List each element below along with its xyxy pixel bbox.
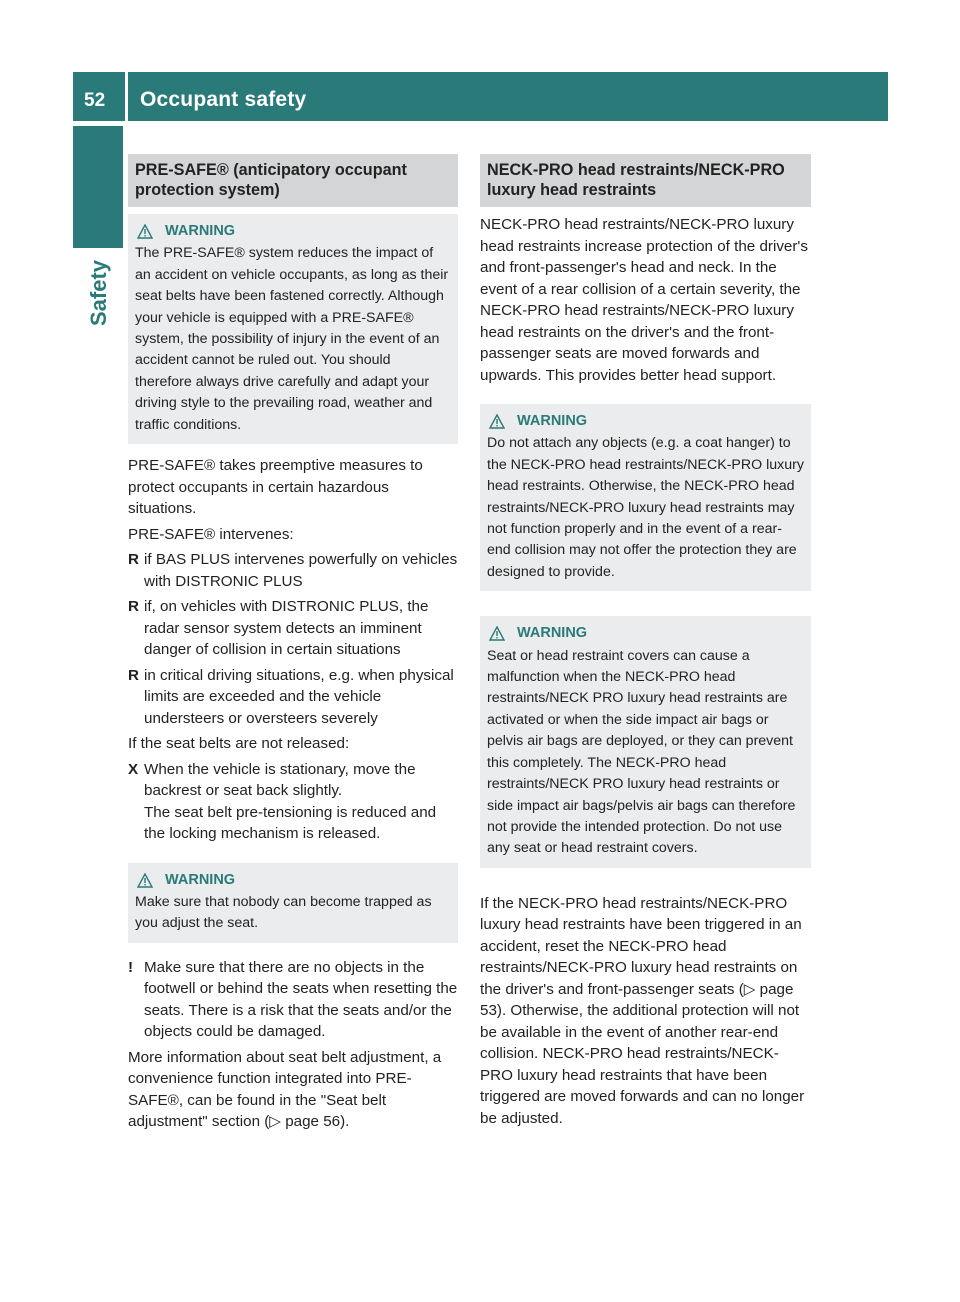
warning-label: WARNING <box>517 625 588 642</box>
side-tab-label: Safety <box>86 259 111 326</box>
note-item <box>128 957 458 1043</box>
warning-box-objects <box>480 404 811 591</box>
warning-text: Seat or head restraint covers can cause a malfunction when the NECK-PRO head restraints/NECK PRO luxury head restraints are activated or when the side impact air bags or pelvis air bags are deployed, or they can prevent this completely. The NECK-PRO head restraints/NECK PRO luxury head restraints or side impact air bags/pelvis air bags can therefore not provide the intended protection. Do not use any seat or head restraint covers. <box>487 647 796 857</box>
paragraph: NECK-PRO head restraints/NECK-PRO luxury head restraints increase protection of the driver's and front-passenger's head and neck. In the event of a rear collision of a certain severity, the NECK-PRO head restraints/NECK-PRO luxury head restraints on the driver's and the front-passenger seats are moved forwards and upwards. This provides better head support. <box>480 216 808 384</box>
note-exclamation-icon: ! <box>128 958 134 976</box>
list-item <box>128 596 458 661</box>
list-item-text: if BAS PLUS intervenes powerfully on vehicles with DISTRONIC PLUS <box>144 551 458 590</box>
list-item <box>128 549 458 592</box>
warning-triangle-icon <box>489 626 505 641</box>
side-tab-block <box>73 126 123 248</box>
pre-safe-heading: PRE-SAFE® (anticipatory occupant protection system) <box>128 154 458 207</box>
warning-label: WARNING <box>165 871 236 888</box>
warning-label: WARNING <box>165 223 236 239</box>
bullet-mark: R <box>128 551 139 569</box>
step-content <box>144 759 458 845</box>
warning-header <box>135 870 451 891</box>
left-column <box>128 154 458 1137</box>
warning-label: WARNING <box>517 413 588 429</box>
warning-box-covers <box>480 616 811 867</box>
section-title: Occupant safety <box>140 88 307 111</box>
step-text: When the vehicle is stationary, move the backrest or seat back slightly. <box>144 760 416 800</box>
list-item-text: if, on vehicles with DISTRONIC PLUS, the radar sensor system detects an imminent danger of collision in certain situations <box>144 598 429 659</box>
paragraph: If the seat belts are not released: <box>128 735 350 753</box>
list-item <box>128 665 458 730</box>
paragraph: More information about seat belt adjustment, a convenience function integrated into PRE-SAFE®, can be found in the "Seat belt adjustment" section (▷ page 56). <box>128 1048 442 1131</box>
step-result: The seat belt pre-tensioning is reduced and the locking mechanism is released. <box>144 803 437 843</box>
paragraph: PRE-SAFE® intervenes: <box>128 525 294 543</box>
warning-header <box>135 221 451 242</box>
note-text: Make sure that there are no objects in the footwell or behind the seats when resetting the seats. There is a risk that the seats and/or the objects could be damaged. <box>144 958 458 1041</box>
warning-text: Do not attach any objects (e.g. a coat hanger) to the NECK-PRO head restraints/NECK-PRO luxury head restraints. Otherwise, the NECK-PRO head restraints/NECK-PRO luxury head restraints may not function properly and in the event of a rear-end collision may not offer the protection they are designed to provide. <box>487 435 804 580</box>
right-column <box>480 154 811 1133</box>
warning-header <box>487 411 804 432</box>
warning-box-pre-safe <box>128 214 458 444</box>
warning-box-seat <box>128 863 458 943</box>
paragraph: PRE-SAFE® takes preemptive measures to protect occupants in certain hazardous situations. <box>128 457 423 518</box>
step-item <box>128 759 458 845</box>
neck-pro-heading: NECK-PRO head restraints/NECK-PRO luxury head restraints <box>480 154 811 207</box>
page-number: 52 <box>84 90 106 111</box>
step-mark: X <box>128 760 139 778</box>
header-divider <box>125 72 128 121</box>
bullet-mark: R <box>128 666 139 684</box>
warning-triangle-icon <box>489 414 505 429</box>
paragraph: If the NECK-PRO head restraints/NECK-PRO luxury head restraints have been triggered in an accident, reset the NECK-PRO head restraints/NECK-PRO luxury head restraints on the driver's and front-passenger seats (▷ page 53). Otherwise, the additional protection will not be available in the event of another rear-end collision. NECK-PRO head restraints/NECK-PRO luxury head restraints that have been triggered are moved forwards and can no longer be adjusted. <box>480 894 805 1127</box>
warning-triangle-icon <box>137 224 153 239</box>
warning-triangle-icon <box>137 873 153 888</box>
warning-text: Make sure that nobody can become trapped as you adjust the seat. <box>135 893 432 932</box>
bullet-mark: R <box>128 598 139 616</box>
warning-header <box>487 623 804 644</box>
warning-text: The PRE-SAFE® system reduces the impact of an accident on vehicle occupants, as long as their seat belts have been fastened correctly. Although your vehicle is equipped with a PRE-SAFE® system, the possibility of injury in the event of an accident cannot be ruled out. You should therefore always drive carefully and adapt your driving style to the prevailing road, weather and traffic conditions. <box>135 245 449 433</box>
list-item-text: in critical driving situations, e.g. when physical limits are exceeded and the vehicle understeers or oversteers severely <box>144 666 454 727</box>
